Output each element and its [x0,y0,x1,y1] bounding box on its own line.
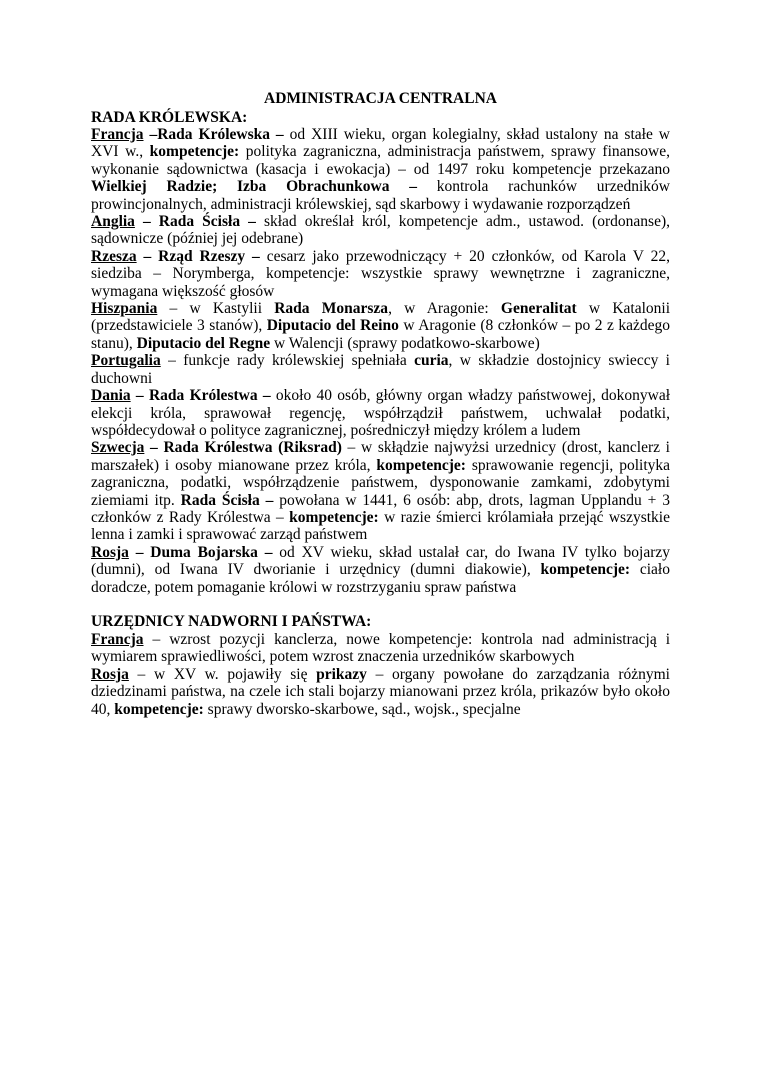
country-name: Szwecja [91,439,145,457]
body-text: sprawowanie regencji, polityka zagraniczna, podatki, współrządzenie państwem, dysponowanie zamkami, zdobytymi ziemiami itp. [91,456,670,509]
paragraph-rzesza [91,248,670,300]
body-text: w Walencji (sprawy podatkowo-skarbowe) [270,334,540,352]
bold-text: Rada Królewska – [157,126,284,143]
country-name: Francja [91,630,144,648]
bold-text: Rada Ścisła – [180,491,274,509]
body-text: – w Kastylii [157,300,275,318]
body-text: kontrola rachunków urzedników prowincjonalnych, administracji królewskiej, sąd skarbowy i wydawanie rozporządzeń [91,178,670,213]
section-heading-rada-krolewska: RADA KRÓLEWSKA: [91,108,248,126]
paragraph-rosja-duma [91,544,670,596]
bold-text: curia [414,352,449,370]
body-text: od XV wieku, skład ustalał car, do Iwana IV tylko bojarzy (dumni), od Iwana IV dworianie i urzędnicy (dumni diakowie), [91,543,671,579]
body-text: w Aragonie (8 członków – po 2 z każdego stanu), [91,317,670,352]
body-text: około 40 osób, główny organ władzy państwowej, dokonywał elekcji króla, sprawował regencję, współrządził państwem, uchwalał podatki, współdecydował o polityce zagranicznej, pośredniczył między królem a ludem [91,387,670,439]
paragraph-hiszpania [91,300,670,352]
body-text: , w składzie dostojnicy swieccy i duchowni [91,352,670,387]
bold-text: kompetencje: [289,508,379,526]
paragraph-szwecja [91,439,670,543]
body-text: polityka zagraniczna, administracja państwem, sprawy finansowe, wykonanie sądownictwa (kasacja i ewokacja) – od 1497 roku kompetencje przekazano [91,143,670,178]
body-text: w razie śmierci królamiała przejąć wszystkie lenna i zamki i sprawować zarząd państwem [91,508,670,544]
country-name: Dania [91,387,131,405]
section-spacer [91,596,670,614]
bold-text: kompetencje: [149,143,240,161]
body-text: od XIII wieku, organ kolegialny, skład ustalony na stałe w XVI w., [91,126,670,161]
body-text: – funkcje rady królewskiej spełniała [160,352,415,370]
bold-text: Diputacio del Reino [266,317,399,335]
bold-text: – Rada Królestwa (Riksrad) [144,439,342,457]
document-title: ADMINISTRACJA CENTRALNA [264,90,497,107]
bold-text: – Rada Królestwa – [130,387,271,405]
body-text: sprawy dworsko-skarbowe, sąd., wojsk., specjalne [203,700,521,718]
bold-text: Wielkiej Radzie; Izba Obrachunkowa – [91,178,417,196]
bold-text: Generalitat [500,300,577,318]
paragraph-rosja-prikazy [91,666,670,718]
body-text: – w skłądzie najwyżsi urzednicy (drost, kanclerz i marszałek) i osoby mianowane przez króla, [91,439,670,474]
country-name: Rosja [91,665,129,683]
section-heading-urzednicy: URZĘDNICY NADWORNI I PAŃSTWA: [91,613,372,631]
body-text: , w Aragonie: [388,300,501,318]
body-text: w Katalonii (przedstawiciele 3 stanów), [91,300,670,335]
bold-text: kompetencje: [540,561,631,579]
country-name: Portugalia [91,352,161,370]
paragraph-francja [91,126,670,213]
body-text: powołana w 1441, 6 osób: abp, drots, lagman Upplandu + 3 członków z Rady Królestwa – [91,491,670,526]
body-text: – w XV w. pojawiły się [128,665,317,683]
country-name: Francja [91,126,144,143]
body-text: cesarz jako przewodniczący + 20 członków, od Karola V 22, siedziba – Norymberga, kompetencje: wszystkie sprawy wewnętrzne i zagraniczne, wymagana większość głosów [91,247,671,300]
country-name: Rosja [91,543,129,561]
bold-text: prikazy [316,665,367,683]
bold-text: – Rada Ścisła – [134,213,256,231]
paragraph-dania [91,387,670,439]
document-page [91,90,670,718]
country-name: Hiszpania [91,300,158,318]
bold-text: Diputacio del Regne [136,334,271,352]
paragraph-portugalia [91,352,670,387]
bold-text: Rada Monarsza [274,300,389,318]
body-text: – organy powołane do zarządzania różnymi dziedzinami państwa, na czele ich stali bojarzy mianowani przez króla, prikazów było około 40, [91,665,670,718]
body-text: – wzrost pozycji kanclerza, nowe kompetencje: kontrola nad administracją i wymiarem sprawiedliwości, potem wzrost znaczenia urzedników skarbowych [91,630,670,666]
country-name: Rzesza [91,247,137,265]
bold-text: kompetencje: [114,700,204,718]
paragraph-anglia [91,213,670,248]
bold-text: kompetencje: [376,456,466,474]
body-text: skład określał król, kompetencje adm., ustawod. (ordonanse), sądownicze (później jej odebrane) [91,213,670,248]
bold-text: – Rząd Rzeszy – [136,247,260,265]
bold-text: – Duma Bojarska – [128,543,273,561]
country-name: Anglia [91,213,135,231]
body-text: ciało doradcze, potem pomaganie królowi w rozstrzyganiu spraw państwa [91,561,670,596]
bold-text: – [143,126,158,143]
paragraph-francja-urzednicy [91,631,670,666]
